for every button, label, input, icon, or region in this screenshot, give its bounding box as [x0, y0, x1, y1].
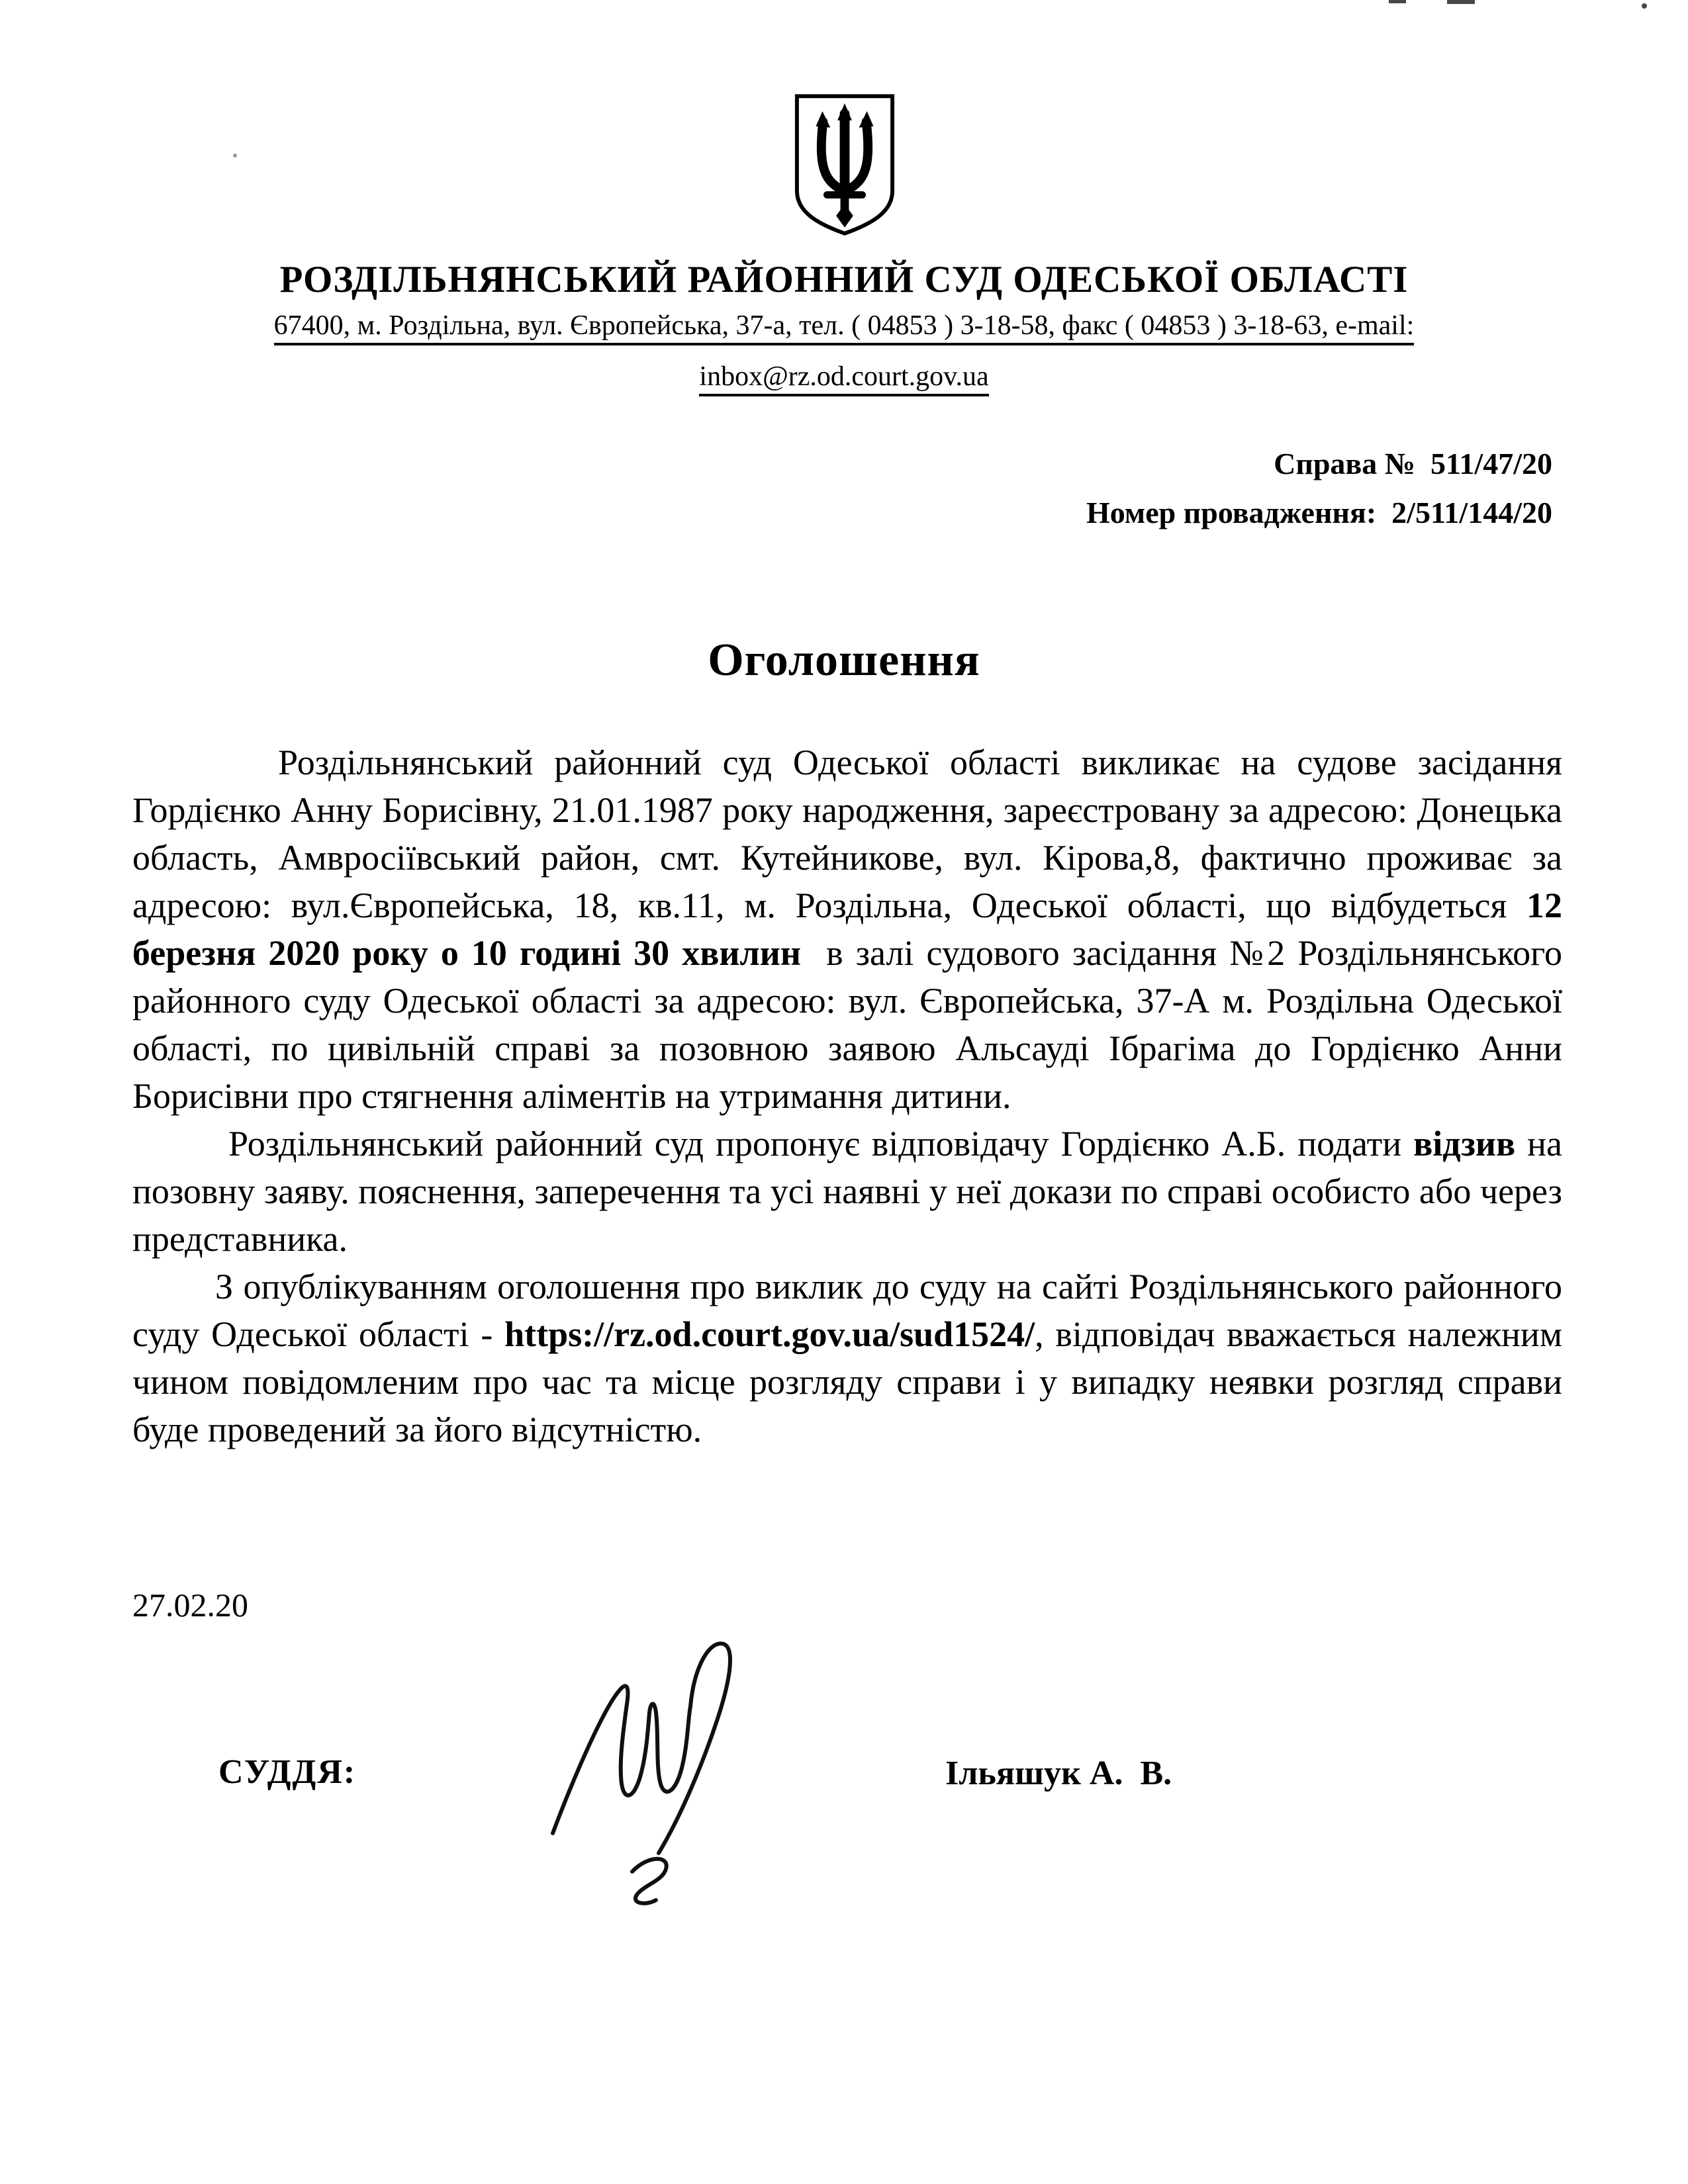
- scan-speck: [1389, 0, 1406, 3]
- document-body: [132, 739, 1562, 1453]
- case-info-block: [1086, 439, 1552, 537]
- ukraine-trident-emblem-icon: [792, 91, 897, 239]
- proceeding-number: Номер провадження: 2/511/144/20: [1086, 496, 1552, 529]
- scan-speck: [1642, 3, 1647, 9]
- judge-signature-icon: [526, 1635, 791, 1913]
- court-email-line: [0, 361, 1688, 392]
- paragraph-response-request: Роздільнянський районний суд пропонує відповідачу Гордієнко А.Б. подати відзив на позовну заяву. пояснення, заперечення та усі наявні у неї докази по справі особисто або через представника.: [132, 1124, 1562, 1259]
- judge-name: Ільяшук А. В.: [945, 1754, 1172, 1792]
- paragraph-publication-notice: З опублікуванням оголошення про виклик до суду на сайті Роздільнянського районного суду Одеської області - https://rz.od.court.gov.ua/sud1524/, відповідач вважається належним чином повідомленим про час та місце розгляду справи і у випадку неявки розгляд справи буде проведений за його відсутністю.: [132, 1267, 1562, 1449]
- court-name-heading: РОЗДІЛЬНЯНСЬКИЙ РАЙОННИЙ СУД ОДЕСЬКОЇ ОБЛАСТІ: [279, 259, 1409, 300]
- paragraph-summons: Роздільнянський районний суд Одеської області викликає на судове засідання Гордієнко Анну Борисівну, 21.01.1987 року народження, зареєстровану за адресою: Донецька область, Амвросіївський район, смт. Кутейникове, вул. Кірова,8, фактично проживає за адресою: вул.Європейська, 18, кв.11, м. Роздільна, Одеської області, що відбудеться 12 березня 2020 року о 10 годині 30 хвилин в залі судового засідання №2 Роздільнянського районного суду Одеської області за адресою: вул. Європейська, 37-А м. Роздільна Одеської області, по цивільній справі за позовною заявою Альсауді Ібрагіма до Гордієнко Анни Борисівни про стягнення аліментів на утримання дитини.: [132, 743, 1562, 1116]
- document-date: 27.02.20: [132, 1586, 248, 1623]
- court-email-text: inbox@rz.od.court.gov.ua: [699, 361, 988, 396]
- judge-label: СУДДЯ:: [218, 1753, 357, 1791]
- document-title: Оголошення: [708, 635, 980, 686]
- scan-speck: [1447, 0, 1475, 4]
- scan-speck: [233, 154, 237, 158]
- court-address-line: [0, 310, 1688, 341]
- court-address-text: 67400, м. Роздільна, вул. Європейська, 37-а, тел. ( 04853 ) 3-18-58, факс ( 04853 ) 3-18-63, e-mail:: [274, 310, 1415, 345]
- case-number: Справа № 511/47/20: [1274, 447, 1552, 480]
